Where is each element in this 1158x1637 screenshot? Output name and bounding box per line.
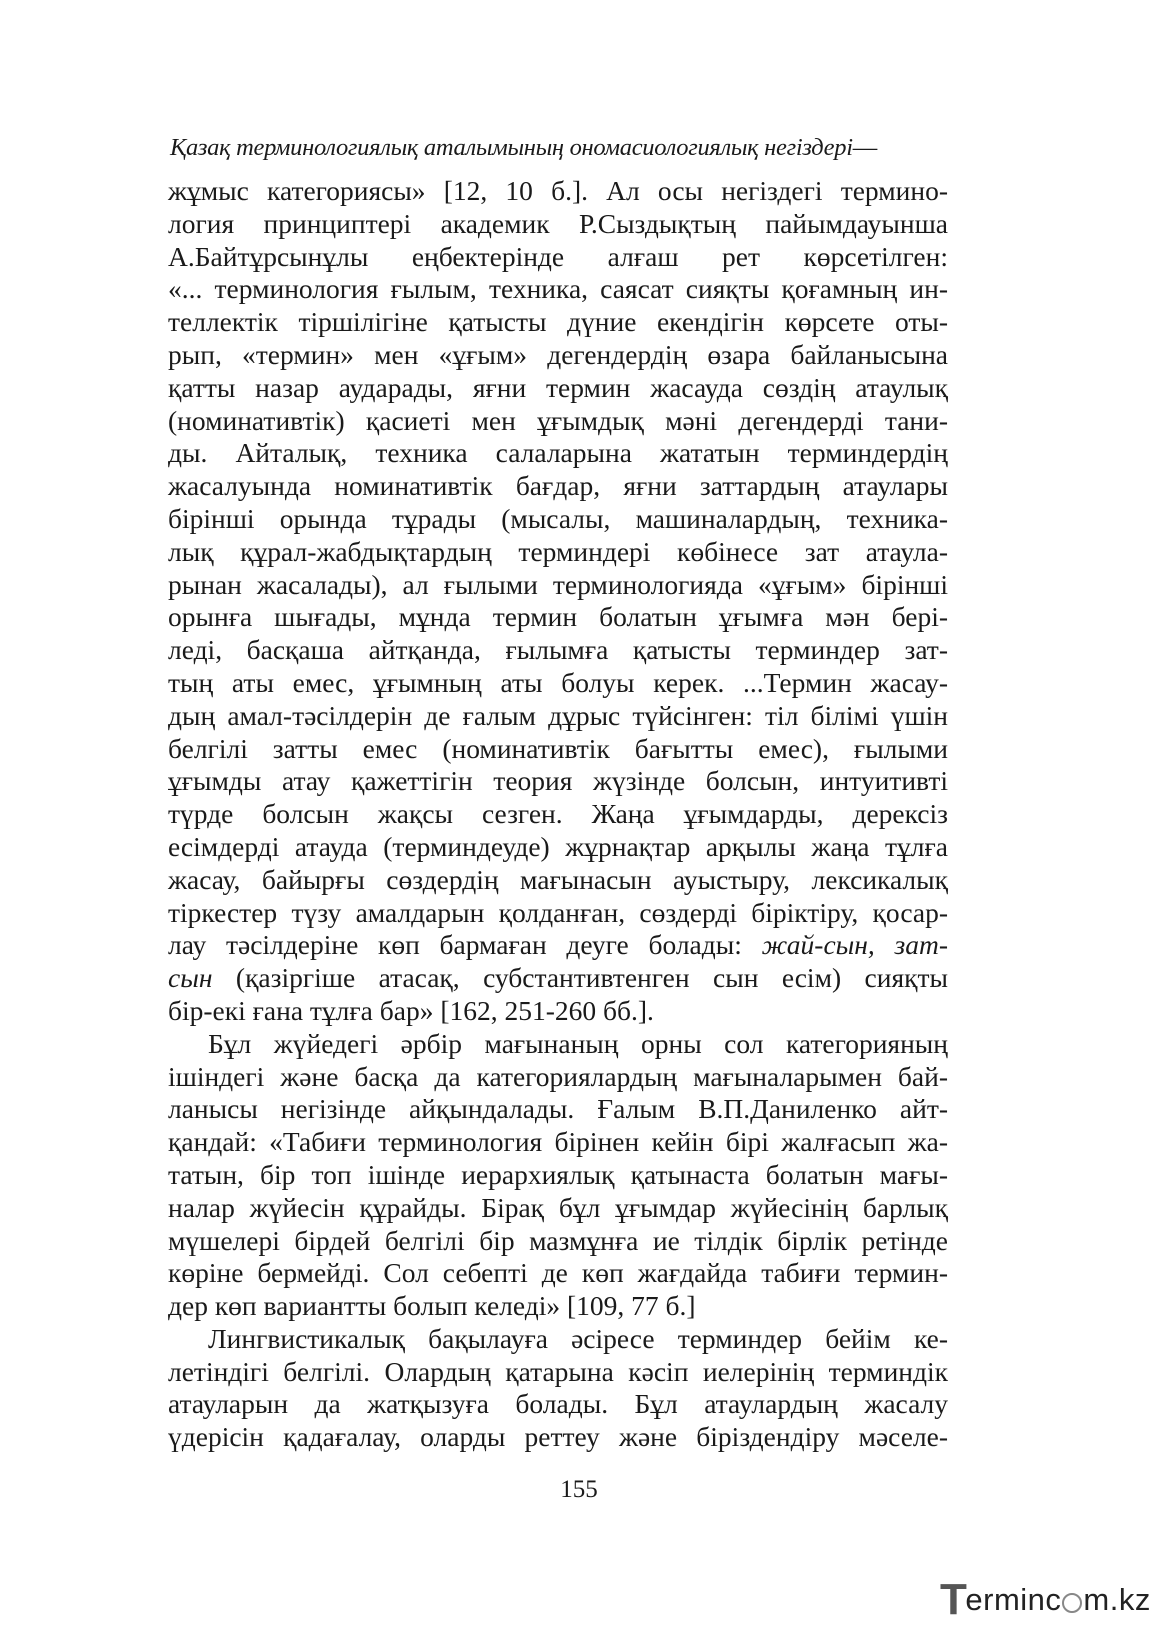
text-line: ды. Айталық, техника салаларына жататын терминдердің: [168, 437, 948, 469]
text-line: қандай: «Табиғи терминология бірінен кейін бірі жалғасып жа-: [168, 1126, 948, 1158]
text-line: логия принциптері академик Р.Сыздықтың пайымдауынша: [168, 207, 948, 239]
text-line: леді, басқаша айтқанда, ғылымға қатысты терминдер зат-: [168, 634, 948, 666]
text-line: жасау, байырғы сөздердің мағынасын ауыстыру, лексикалық: [168, 863, 948, 895]
header-dash: —: [852, 134, 877, 161]
text-line: (номинативтік) қасиеті мен ұғымдық мәні дегендерді тани-: [168, 404, 948, 436]
text-line: мүшелері бірдей белгілі бір мазмұнға ие тілдік бірлік ретінде: [168, 1224, 948, 1256]
text-line: жұмыс категориясы» [12, 10 б.]. Ал осы негіздегі термино-: [168, 175, 948, 206]
text-line: рынан жасалады), ал ғылыми терминологияда «ұғым» бірінші: [168, 568, 948, 600]
italic-fragment: сын: [168, 962, 213, 994]
text-line: А.Байтұрсынұлы еңбектерінде алғаш рет көрсетілген:: [168, 240, 948, 272]
watermark-text-end: m.kz: [1083, 1582, 1151, 1617]
text-line: дер көп вариантты болып келеді» [109, 77 б.]: [168, 1290, 696, 1322]
text-line: [168, 929, 948, 962]
text-line: рып, «термин» мен «ұғым» дегендердің өзара байланысына: [168, 338, 948, 370]
text-line: ланысы негізінде айқындалады. Ғалым В.П.Даниленко айт-: [168, 1093, 948, 1125]
italic-fragment: жай-сын, зат-: [761, 929, 948, 961]
paragraph-1: [168, 175, 948, 929]
text-line: тың аты емес, ұғымның аты болуы керек. ...Термин жасау-: [168, 666, 948, 698]
text-line: жасалуында номинативтік бағдар, яғни заттардың атаулары: [168, 470, 948, 502]
text-line: ішіндегі және басқа да категориялардың мағыналарымен бай-: [168, 1060, 948, 1092]
text-line: тіркестер түзу амалдарын қолданған, сөздерді біріктіру, қосар-: [168, 896, 948, 928]
paragraph-2: [168, 1028, 948, 1323]
text-line: [168, 962, 948, 995]
text-line: теллектік тіршілігіне қатысты дүние екендігін көрсете оты-: [168, 306, 948, 338]
paragraph-3: [168, 1323, 948, 1454]
text-line: ұғымды атау қажеттігін теория жүзінде болсын, интуитивті: [168, 765, 948, 797]
text-line: атауларын да жатқызуға болады. Бұл атаулардың жасалу: [168, 1388, 948, 1420]
text-line: үдерісін қадағалау, оларды реттеу және біріздендіру мәселе-: [168, 1421, 948, 1453]
text-line: көріне бермейді. Сол себепті де көп жағдайда табиғи термин-: [168, 1257, 948, 1289]
text-line: түрде болсын жақсы сезген. Жаңа ұғымдарды, дерексіз: [168, 798, 948, 830]
text-line: летіндігі белгілі. Олардың қатарына кәсіп иелерінің терминдік: [168, 1355, 948, 1387]
text-line: бір-екі ғана тұлға бар» [162, 251-260 бб.].: [168, 994, 654, 1026]
text-line: Бұл жүйедегі әрбір мағынаның орны сол категорияның: [208, 1027, 948, 1059]
text-line: лық құрал-жабдықтардың терминдері көбінесе зат атаула-: [168, 535, 948, 567]
text-fragment: лау тәсілдеріне көп бармаған деуге болады:: [168, 929, 742, 961]
page-number: 155: [560, 1476, 598, 1503]
text-line: дың амал-тәсілдерін де ғалым дұрыс түйсінген: тіл білімі үшін: [168, 699, 948, 731]
text-line: қатты назар аударады, яғни термин жасауда сөздің атаулық: [168, 371, 948, 403]
body-text: [168, 175, 948, 1454]
text-line: есімдерді атауда (терминдеуде) жұрнақтар арқылы жаңа тұлға: [168, 830, 948, 862]
text-line: белгілі затты емес (номинативтік бағытты емес), ғылыми: [168, 732, 948, 764]
text-line: налар жүйесін құрайды. Бірақ бұл ұғымдар жүйесінің барлық: [168, 1191, 948, 1223]
running-header: [170, 132, 960, 164]
text-line: «... терминология ғылым, техника, саясат сияқты қоғамның ин-: [168, 273, 948, 305]
site-watermark-logo: [940, 1575, 1151, 1625]
text-line: орынға шығады, мұнда термин болатын ұғымға мән бері-: [168, 601, 948, 633]
text-line: татын, бір топ ішінде иерархиялық қатынаста болатын мағы-: [168, 1158, 948, 1190]
watermark-letter: T: [940, 1575, 968, 1624]
text-line: Лингвистикалық бақылауға әсіресе терминдер бейім ке-: [208, 1322, 948, 1354]
watermark-text: erminc: [965, 1582, 1062, 1617]
text-line: бірінші орында тұрады (мысалы, машиналардың, техника-: [168, 502, 948, 534]
running-title: Қазақ терминологиялық аталымының ономасиологиялық негіздері: [170, 134, 853, 161]
magnifier-icon: [1062, 1593, 1082, 1613]
text-fragment: (қазіргіше атасақ, субстантивтенген сын есім) сияқты: [212, 962, 948, 994]
